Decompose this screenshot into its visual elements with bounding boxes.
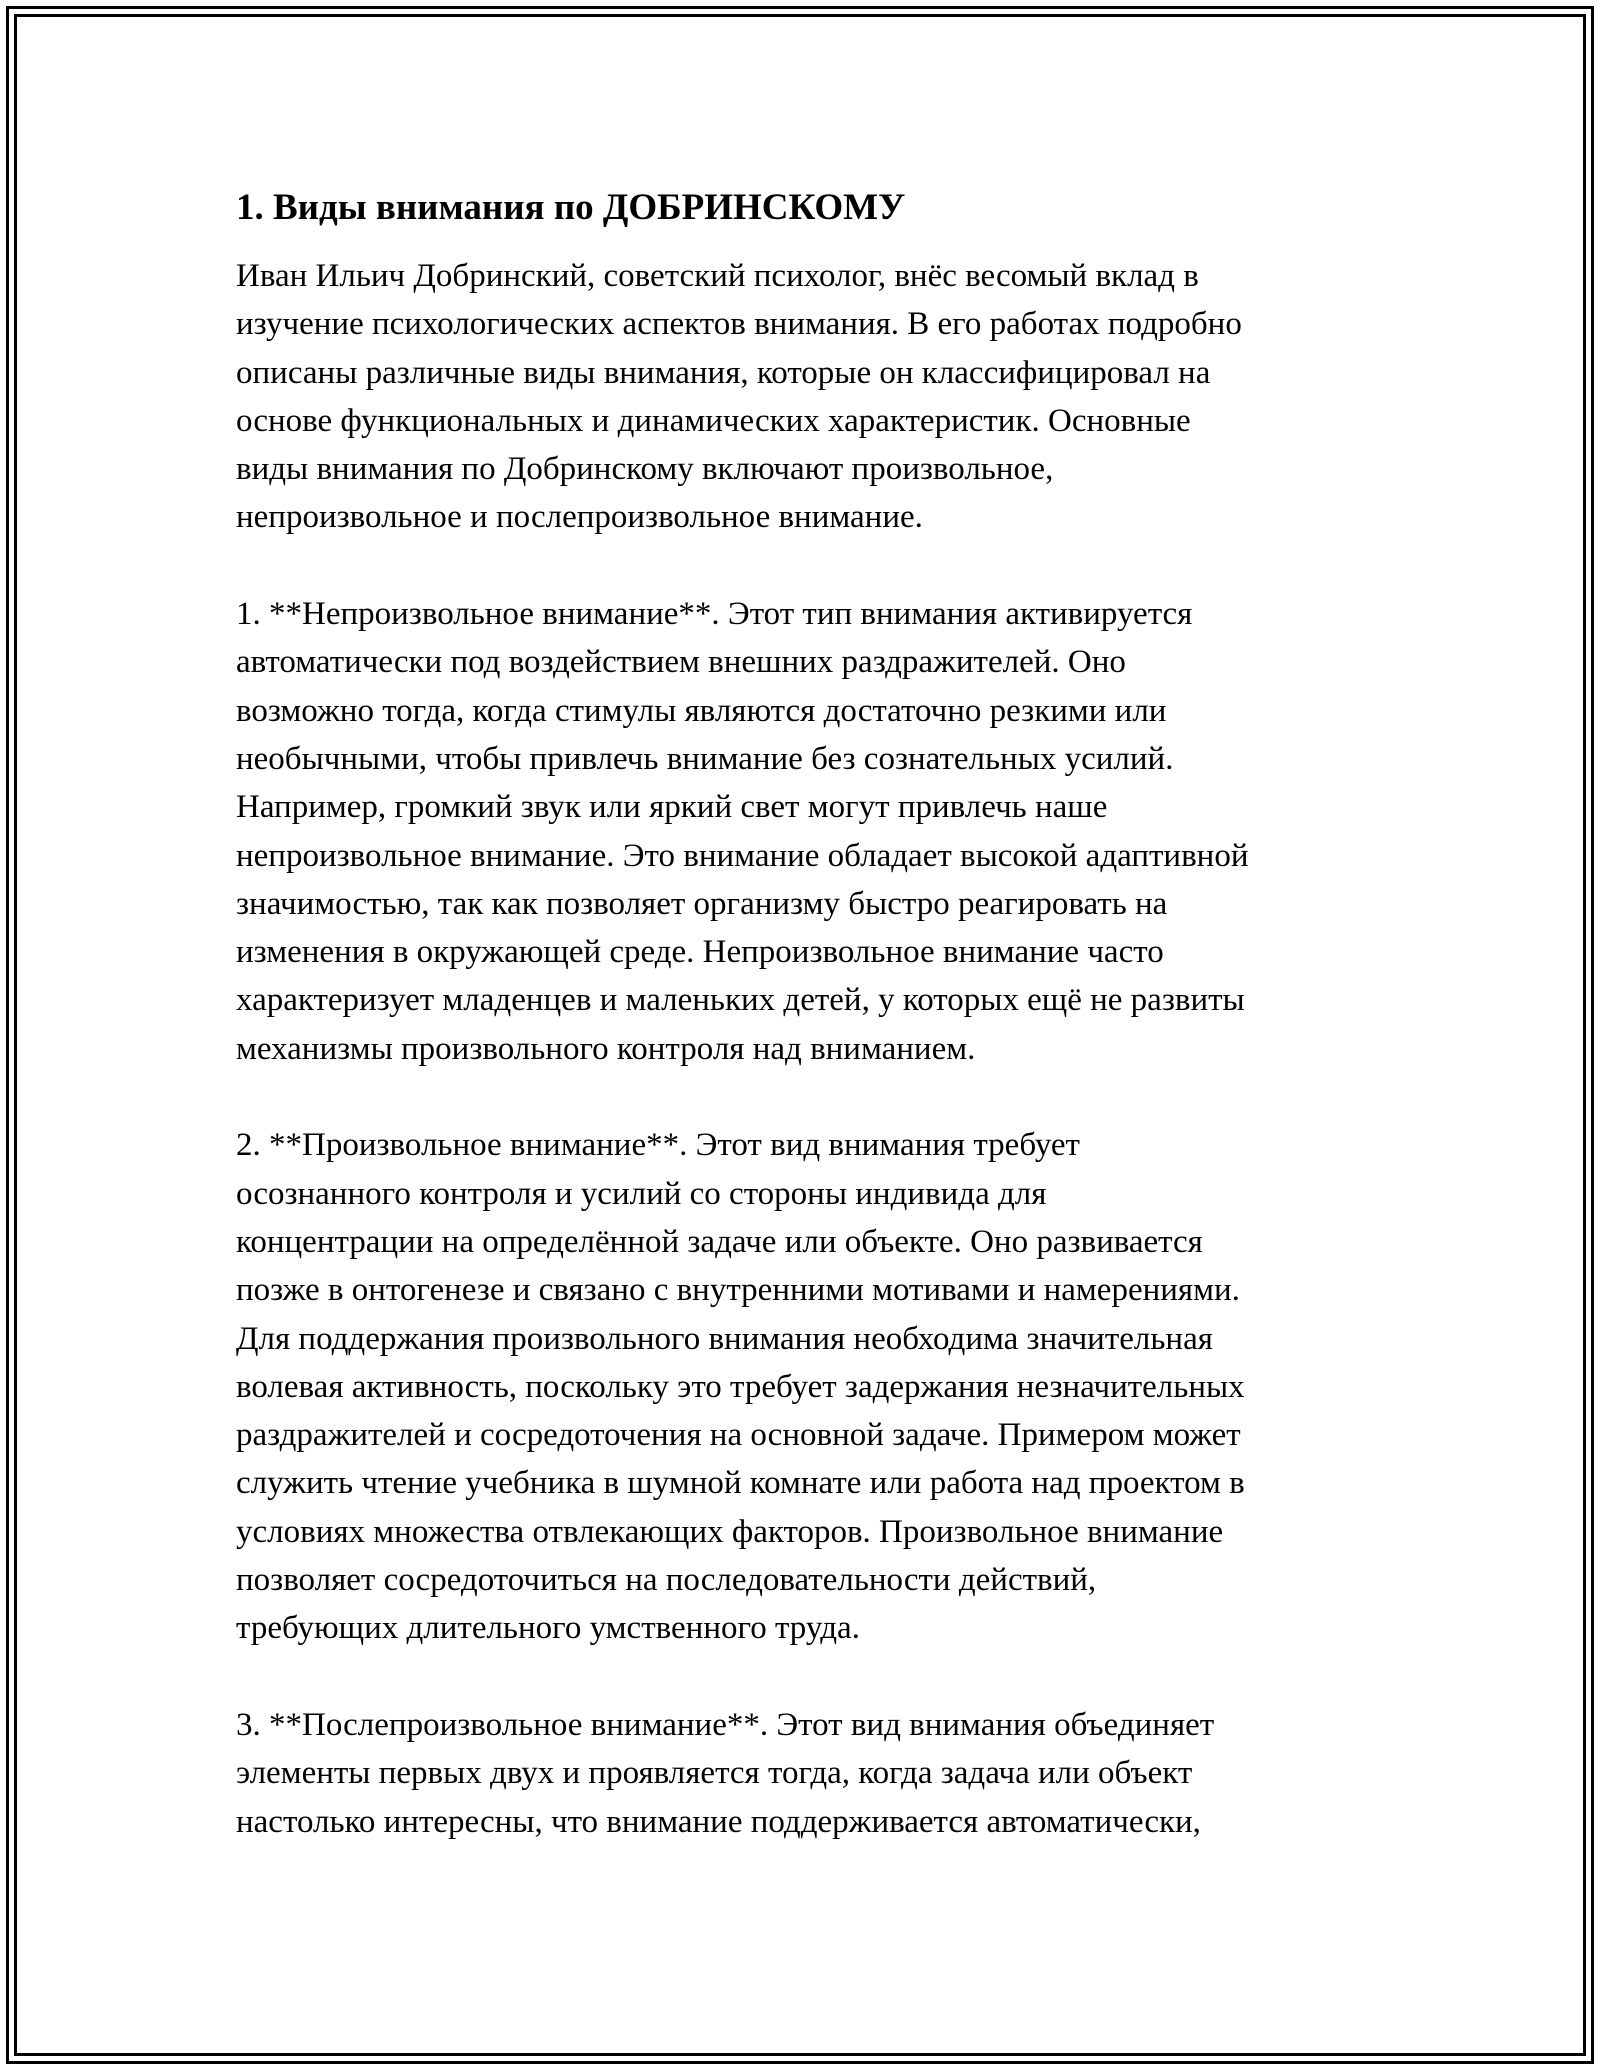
document-title: 1. Виды внимания по ДОБРИНСКОМУ: [236, 187, 906, 228]
paragraph-intro: Иван Ильич Добринский, советский психолог, внёс весомый вклад в изучение психологических аспектов внимания. В его работах подробно описаны различные виды внимания, которые он классифицировал на основе функциональных и динамических характеристик. Основные виды внимания по Добринскому включают произвольное, непроизвольное и послепроизвольное внимание.: [236, 258, 1242, 536]
paragraph-voluntary-attention: 2. **Произвольное внимание**. Этот вид внимания требует осознанного контроля и усилий со стороны индивида для концентрации на определённой задаче или объекте. Оно развивается позже в онтогенезе и связано с внутренними мотивами и намерениями. Для поддержания произвольного внимания необходима значительная волевая активность, поскольку это требует задержания незначительных раздражителей и сосредоточения на основной задаче. Примером может служить чтение учебника в шумной комнате или работа над проектом в условиях множества отвлекающих факторов. Произвольное внимание позволяет сосредоточиться на последовательности действий, требующих длительного умственного труда.: [236, 1127, 1245, 1647]
paragraph-post-voluntary-attention: 3. **Послепроизвольное внимание**. Этот вид внимания объединяет элементы первых двух и проявляется тогда, когда задача или объект настолько интересны, что внимание поддерживается автоматически,: [236, 1706, 1215, 1840]
paragraph-involuntary-attention: 1. **Непроизвольное внимание**. Этот тип внимания активируется автоматически под воздействием внешних раздражителей. Оно возможно тогда, когда стимулы являются достаточно резкими или необычными, чтобы привлечь внимание без сознательных усилий. Например, громкий звук или яркий свет могут привлечь наше непроизвольное внимание. Это внимание обладает высокой адаптивной значимостью, так как позволяет организму быстро реагировать на изменения в окружающей среде. Непроизвольное внимание часто характеризует младенцев и маленьких детей, у которых ещё не развиты механизмы произвольного контроля над вниманием.: [236, 596, 1249, 1067]
document-body: [236, 184, 1376, 1846]
